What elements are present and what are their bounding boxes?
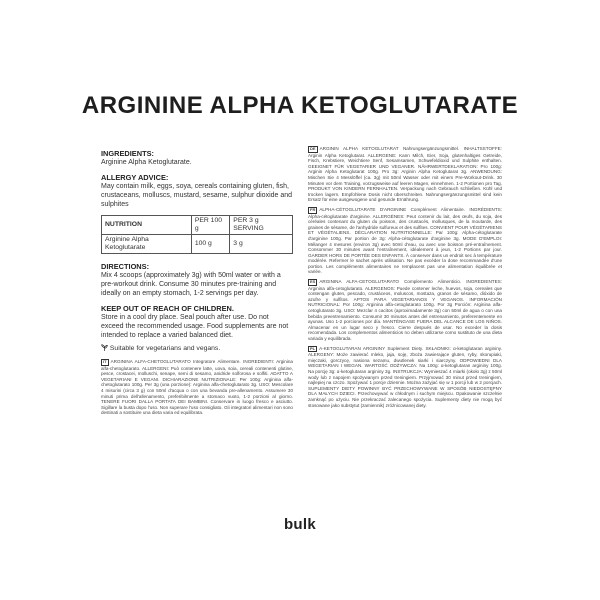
allergy-text: May contain milk, eggs, soya, cereals containing gluten, fish, crustaceans, molluscs, mustard, sesame, sulphur dioxide and sulphites [101,183,293,208]
language-badge: FR [310,206,316,212]
vegan-line [101,344,293,353]
nutrition-cell: 3 g [230,235,293,254]
translation-text: ARGININA ALFA-CHETOGLUTARATO Integratore Alimentare. INGREDIENTI: Arginina alfa-chetoglutarato. ALLERGENI: Può contenere latte, uova, soia, cereali contenenti glutine, pesce, crostacei, molluschi, senape, semi di sesamo, anidride solforosa e solfiti. ADATTO A VEGETARIANI E VEGANI. DICHIARAZIONE NUTRIZIONALE: Per 100g: Arginina alfa-chetoglutarato 100g. Per 3g (una porzione): Arginina alfa-chetoglutarato 3g. USO: Mescolare 4 misurini (circa 3 g) con 50ml d'acqua o con una bevanda pre-allenamento. Assumere 30 minuti prima dell'allenamento, preferibilmente a stomaco vuoto, 1-2 porzioni al giorno. TENERE FUORI DALLA PORTATA DEI BAMBINI. Conservare in luogo fresco e asciutto. Sigillare la busta dopo l'uso. Non superare l'uso consigliato. Gli integratori alimentari non sono destinati a sostituire una dieta varia ed equilibrata. [101,359,293,416]
english-label-column [101,149,293,420]
language-badge: DE [310,146,316,151]
nutrition-header: NUTRITION [102,216,192,235]
translation-it [101,359,293,416]
translation-es [308,279,502,342]
nutrition-table [101,215,293,254]
translation-pl [308,346,502,409]
translation-text: A-KETOGLUTARAN ARGININY Suplement Diety. SKŁADNIKI: α-ketoglutaran argininy. ALERGENY: Może zawierać mleko, jaja, soję, zboża zawierające gluten, ryby, skorupiaki, mięczaki, gorczycę, nasiona sezamu, dwutlenek siarki i siarczyny. ODPOWIEDNI DLA WEGETARIAN I WEGAN. WARTOŚĆ ODŻYWCZA: Na 100g: α-ketoglutaran argininy 100g. Na porcję 3g: α-ketoglutaran argininy 3g. INSTRUKCJA: Wymieszać 4 miarki (około 3g) z 50ml wody lub z napojem spożywanym przed treningiem. Przyjmować 30 minut przed treningiem, najlepiej na czczo. Spożywać 1 porcje dziennie. Można zażyjać się w 1 porcji lub w 2 porcjach. SUPLEMENTY DIETY POWINNY BYĆ PRZECHOWYWANE W SPOSÓB NIEDOSTĘPNY DLA MAŁYCH DZIECI. Przechowywać w chłodnym i suchym miejscu. Opakowanie szczelnie zamknąć po użyciu. Nie przekraczać zalecanego spożycia. Suplementy diety nie mogą być stosowane jako substytut (zamiennik) zróżnicowanej diety. [308,345,502,408]
ingredients-text: Arginine Alpha Ketoglutarate. [101,159,192,166]
storage-text: Store in a cool dry place. Seal pouch after use. Do not exceed the recommended usage. Food supplements are not intended to replace a varied balanced diet. [101,314,289,339]
allergy-heading: ALLERGY ADVICE: [101,173,169,182]
nutrition-cell: Arginine Alpha Ketoglutarate [102,235,192,254]
translation-text: ARGININA ALFA-CETOGLUTARATO Complemento Alimenticio. INGREDIENTES: Arginina alfa-cetoglutarato. ALERGENOS: Puede contener leche, huevos, soja, cereales que contengan gluten, pescado, crustáceos, moluscos, mostaza, granos de sésamo, dióxido de azufre y sulfitos. APTOS PARA VEGETARIANOS Y VEGANOS. INFORMACIÓN NUTRICIONAL: Por 100g: Arginina alfa-cetoglutarato 100g. Por 3g Porción: Arginina alfa-cetoglutarato 3g. USO: Mezclar 4 cacitos (aproximadamente 3g) con 50ml de agua o con una bebida preentrenamiento. Consumir 30 minutos antes del entrenamiento, preferentemente en ayunas. Uso 1-2 porciones por día. MANTÉNGASE FUERA DEL ALCANCE DE LOS NIÑOS. Almacenar en un lugar seco y fresco. Cierre después de usar. No exceder la dosis recomendada. Los complementos alimenticios no deben utilizarse como sustituto de una dieta variada y equilibrada. [308,279,502,341]
translations-column [308,146,502,412]
translation-text: ALPHA-CÉTOGLUTARATE D'ARGININE Complément Alimentaire. INGRÉDIENTS: Alpha-cétoglutarate d'arginine. ALLERGÈNES: Peut contenir du lait, des œufs, du soja, des céréales contenant du gluten du poisson, des crustacés, mollusques, de la moutarde, des graines de sésame, de l'anhydride sulfureux et des sulfites. CONVIENT POUR VÉGÉTARIENS ET VÉGÉTALIENS. DÉCLARATION NUTRITIONNELLE: Par 100g: Alpha-cétoglutarate d'arginine 100g. Par portion de 3g: Alpha-cétoglutarate d'arginine 3g. MODE D'EMPLOI: Mélanger 4 mesures (environ 3g) avec 50ml d'eau, ou avec une boisson pré-entraînement. Consommer 30 minutes avant l'entraînement, idéalement à jeun, 1-2 Portions par jour. GARDER HORS DE PORTÉE DES ENFANTS. À conserver dans un endroit sec à température modérée. Refermer le sachet après utilisation. Ne pas excéder la dose recommandée d'une portion. Les compléments alimentaires ne remplacent pas une alimentation équilibrée et variée. [308,206,502,275]
ingredients-heading: INGREDIENTS: [101,149,154,158]
nutrition-header: PER 100 g [191,216,229,235]
language-badge: PL [310,345,316,351]
vegan-text: Suitable for vegetarians and vegans. [109,345,221,352]
translation-text: ARGININ ALPHA KETOGLUTARAT Nahrungsergänzungsmittel. INHALTSSTOFFE: Arginin Alpha Ketoglutarat. ALLERGENE: Kann Milch, Eier, Soja, glutenhaltiges Getreide, Fisch, Krebstiere, Weichtiere Senf, Sesamsamen, Schwefeldioxid und Sulphite enthalten. GEEIGNET FÜR VEGETARIER UND VEGANER. NÄHRWERTDEKLARATION: Pro 100g: Arginin Alpha Ketoglutarat 100g. Pro 3g: Arginin Alpha Ketoglutarat 3g. ANWENDUNG: Mischen Sie 4 Messlöffel (ca. 3g) mit 50ml Wasser oder mit einem Pre-Workout-Drink. 30 Minuten vor dem Training, vorzugsweise auf leeren Magen, einnehmen. 1-2 Portionen pro Tag. PRODUKT VON KINDERN FERNHALTEN. Verpackung nach Gebrauch schließen. Kühl und trocken lagern. Empfohlene Dosis nicht überschreiten. Nahrungsergänzungsmittel sind kein Ersatz für eine ausgewogene und gesunde Ernährung. [308,146,502,203]
table-row [102,235,293,254]
translation-de [308,146,502,203]
brand-logo: bulk [283,516,317,533]
nutrition-cell: 100 g [191,235,229,254]
language-badge: IT [103,359,107,364]
translation-fr [308,207,502,275]
language-badge: ES [310,279,316,285]
sprout-icon [101,345,110,352]
keep-out-heading: KEEP OUT OF REACH OF CHILDREN. [101,304,234,313]
directions-text: Mix 4 scoops (approximately 3g) with 50ml water or with a pre-workout drink. Consume 30 minutes pre-training and ideally on an empty stomach, 1-2 servings per day. [101,272,281,297]
directions-heading: DIRECTIONS: [101,262,150,271]
product-title: ARGININE ALPHA KETOGLUTARATE [81,92,519,119]
nutrition-header: PER 3 g SERVING [230,216,293,235]
nutrition-header-row [102,216,293,235]
